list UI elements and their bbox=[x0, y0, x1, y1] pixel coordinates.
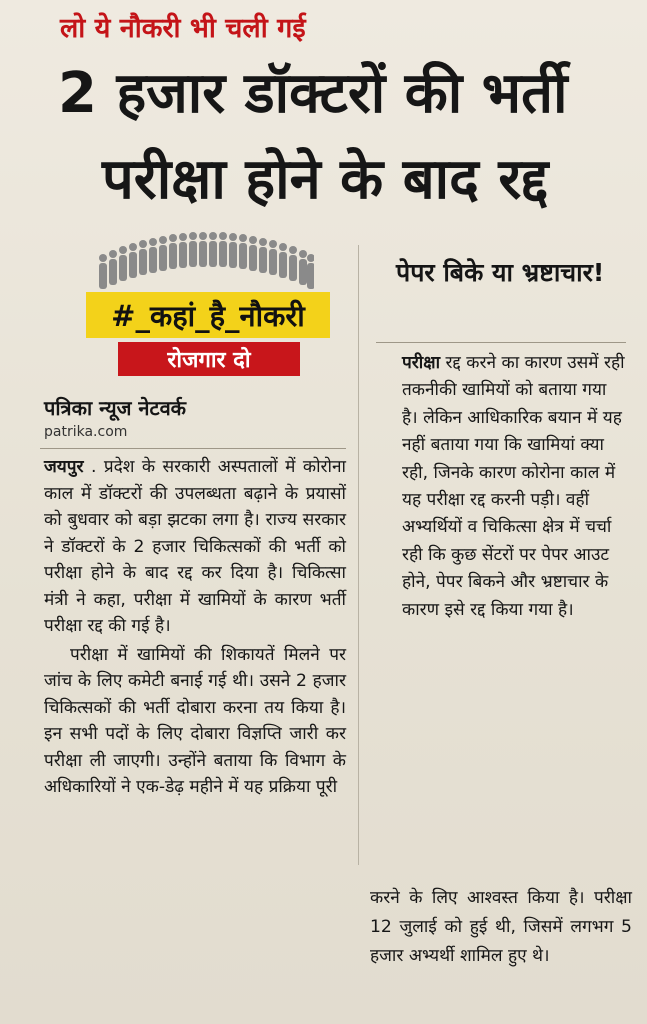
byline: पत्रिका न्यूज नेटवर्क bbox=[44, 396, 187, 420]
body-continuation: करने के लिए आश्वस्त किया है। परीक्षा 12 जुलाई को हुई थी, जिसमें लगभग 5 हजार अभ्यर्थी शामिल हुए थे। bbox=[370, 888, 632, 966]
article-body-left bbox=[44, 454, 346, 801]
kicker-headline: लो ये नौकरी भी चली गई bbox=[60, 13, 306, 44]
sidebar-lead: परीक्षा bbox=[402, 353, 441, 373]
sidebar-text: रद्द करने का कारण उसमें रही तकनीकी खामियों को बताया गया है। लेकिन आधिकारिक बयान में यह नहीं बताया गया कि खामियां क्या रही, जिनके कारण कोरोना काल में यह परीक्षा रद्द करनी पड़ी। वहीं अभ्यर्थियों व चिकित्सा क्षेत्र में चर्चा रही कि कुछ सेंटरों पर पेपर आउट होने, पेपर बिकने और भ्रष्टाचार के कारण इसे रद्द किया गया है। bbox=[402, 353, 625, 620]
campaign-hashtag: #_कहां_है_नौकरी bbox=[86, 292, 330, 338]
byline-rule bbox=[40, 448, 346, 449]
campaign-subtag: रोजगार दो bbox=[118, 342, 300, 376]
article-body-right bbox=[370, 884, 632, 971]
site-url: patrika.com bbox=[44, 424, 128, 440]
sidebar-rule bbox=[376, 342, 626, 343]
column-divider bbox=[358, 245, 359, 865]
headline-line-2: परीक्षा होने के बाद रद्द bbox=[102, 147, 549, 212]
sidebar-body bbox=[402, 350, 627, 624]
sidebar-heading: पेपर बिके या भ्रष्टाचार! bbox=[396, 258, 605, 287]
body-paragraph-2: परीक्षा में खामियों की शिकायतें मिलने पर जांच के लिए कमेटी बनाई गई थी। उसने 2 हजार चिकित्सकों की भर्ती दोबारा करना तय किया है। इन सभी पदों के लिए दोबारा विज्ञप्ति जारी कर परीक्षा ली जाएगी। उन्होंने बताया कि विभाग के अधिकारियों ने एक-डेढ़ महीने में यह प्रक्रिया पूरी bbox=[44, 644, 346, 797]
dateline: जयपुर bbox=[44, 457, 84, 477]
body-paragraph-1 bbox=[44, 454, 346, 640]
body-paragraph-1-text: . प्रदेश के सरकारी अस्पतालों में कोरोना काल में डॉक्टरों की उपलब्धता बढ़ाने के प्रयासों को बुधवार को बड़ा झटका लगा है। राज्य सरकार ने डॉक्टरों के 2 हजार चिकित्सकों की भर्ती को परीक्षा होने के बाद रद्द कर दिया है। चिकित्सा मंत्री ने कहा, परीक्षा में खामियों के कारण भर्ती परीक्षा रद्द की गई है। bbox=[44, 457, 347, 636]
headline-line-1: 2 हजार डॉक्टरों की भर्ती bbox=[58, 61, 568, 126]
crowd-silhouette-icon bbox=[96, 230, 314, 290]
